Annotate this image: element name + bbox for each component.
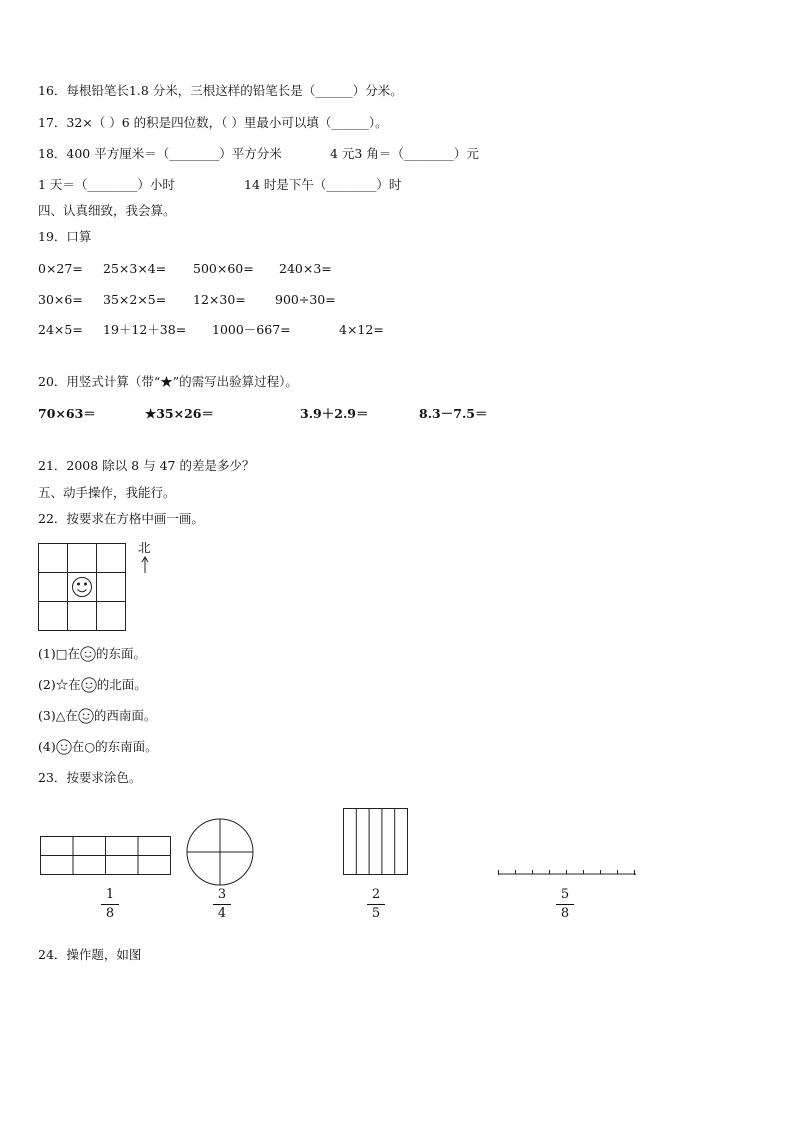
vertical-calc-item: 8.3－7.5＝ (419, 406, 488, 421)
question-23-title: 23．按要求涂色。 (38, 770, 142, 785)
task-text: 的西南面。 (93, 708, 157, 723)
calc-item: 0×27= (38, 261, 83, 276)
circle-quarters (186, 818, 254, 886)
calc-item: 4×12= (339, 322, 384, 337)
question-18-part-c: 1 天＝（________）小时 (38, 177, 175, 192)
section-4-heading: 四、认真细致，我会算。 (38, 203, 176, 218)
task-2 (38, 677, 147, 693)
fraction-label (207, 888, 237, 921)
fraction-denominator: 8 (105, 906, 115, 921)
task-4 (38, 739, 158, 755)
question-20-title: 20．用竖式计算（带“★”的需写出验算过程）。 (38, 374, 298, 389)
task-text: (1)□在 (38, 646, 81, 661)
fraction-label (95, 888, 125, 921)
smiley-face-icon (80, 646, 96, 662)
north-label: 北 (138, 540, 151, 555)
calc-item: 35×2×5= (103, 292, 167, 307)
calc-item: 1000－667= (212, 322, 291, 337)
calc-item: 900÷30= (275, 292, 336, 307)
fraction-numerator: 2 (371, 887, 381, 902)
calc-item: 500×60= (193, 261, 254, 276)
question-22-title: 22．按要求在方格中画一画。 (38, 511, 204, 526)
fraction-numerator: 1 (105, 887, 115, 902)
question-18-part-d: 14 时是下午（________）时 (244, 177, 402, 192)
smiley-face-icon (56, 739, 72, 755)
section-5-heading: 五、动手操作，我能行。 (38, 485, 176, 500)
calc-item: 240×3= (279, 261, 332, 276)
vertical-calc-item: 3.9＋2.9＝ (300, 406, 369, 421)
task-text: (3)△在 (38, 708, 78, 723)
question-16: 16．每根铅笔长1.8 分米，三根这样的铅笔长是（______）分米。 (38, 83, 403, 98)
direction-grid (38, 543, 127, 632)
task-text: (4) (38, 739, 56, 754)
calc-item: 12×30= (193, 292, 246, 307)
north-arrow-icon (140, 556, 150, 574)
question-18-part-a: 18．400 平方厘米＝（________）平方分米 (38, 146, 282, 161)
fraction-denominator: 5 (371, 906, 381, 921)
question-24: 24．操作题，如图 (38, 947, 142, 962)
fraction-label (550, 888, 580, 921)
task-text: 的北面。 (96, 677, 147, 692)
task-1 (38, 646, 146, 662)
rectangle-eighths (40, 836, 172, 876)
calc-item: 24×5= (38, 322, 83, 337)
fraction-numerator: 5 (560, 887, 570, 902)
fraction-numerator: 3 (217, 887, 227, 902)
smiley-face-icon (73, 578, 92, 597)
task-3 (38, 708, 156, 724)
segmented-line-eighths (498, 864, 638, 876)
vertical-calc-item: 70×63＝ (38, 406, 96, 421)
vertical-calc-item: ★35×26＝ (145, 406, 214, 421)
smiley-face-icon (78, 708, 94, 724)
fraction-label (361, 888, 391, 921)
calc-item: 25×3×4= (103, 261, 167, 276)
task-text: (2)☆在 (38, 677, 81, 692)
task-text: 的东面。 (96, 646, 147, 661)
task-text: 在○的东南面。 (71, 739, 158, 754)
fraction-denominator: 4 (217, 906, 227, 921)
question-21: 21．2008 除以 8 与 47 的差是多少？ (38, 458, 255, 473)
question-17: 17．32×（ ）6 的积是四位数，（ ）里最小可以填（______）。 (38, 115, 388, 130)
square-fifths (343, 808, 409, 876)
calc-item: 19＋12＋38= (103, 322, 187, 337)
calc-item: 30×6= (38, 292, 83, 307)
question-19-title: 19．口算 (38, 229, 92, 244)
question-18-part-b: 4 元3 角＝（________）元 (330, 146, 479, 161)
fraction-denominator: 8 (560, 906, 570, 921)
smiley-face-icon (81, 677, 97, 693)
